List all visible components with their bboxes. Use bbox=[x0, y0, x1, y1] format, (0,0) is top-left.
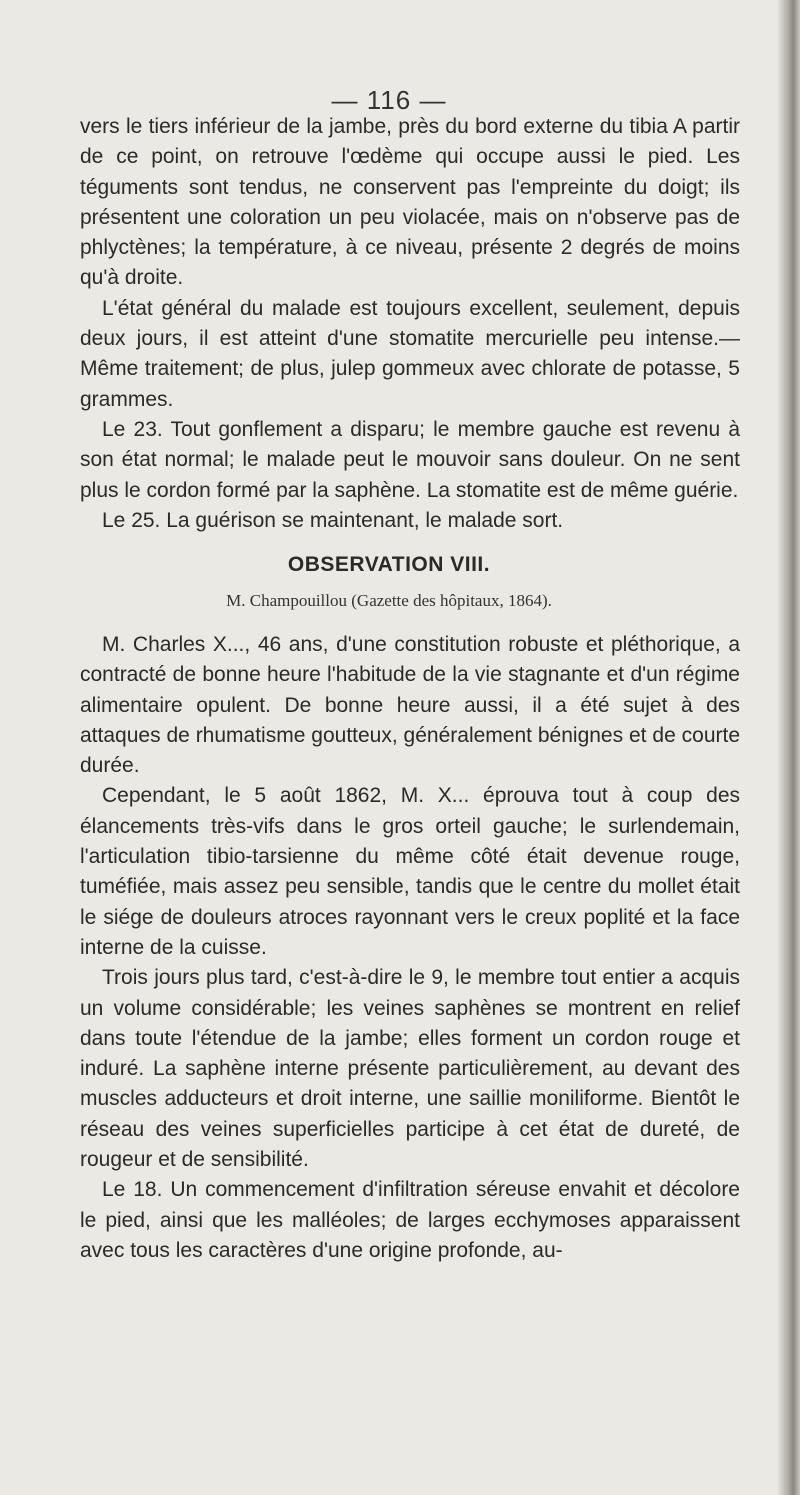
paragraph: Le 18. Un commencement d'infiltration séreuse envahit et décolore le pied, ainsi que les malléoles; de larges ecchymoses apparaissent avec tous les caractères d'une origine profonde, au- bbox=[80, 1178, 740, 1262]
observation-source: M. Champouillou (Gazette des hôpitaux, 1864). bbox=[226, 591, 552, 610]
continuation-paragraph: vers le tiers inférieur de la jambe, près du bord externe du tibia A partir de ce point, on retrouve l'œdème qui occupe aussi le pied. Les téguments sont tendus, ne conservent pas l'empreinte du doigt; ils présentent une coloration un peu violacée, mais on n'observe pas de phlyctènes; la température, à ce niveau, présente 2 degrés de moins qu'à droite. bbox=[80, 115, 740, 290]
text-block-top bbox=[80, 112, 740, 536]
page-edge-shadow bbox=[778, 0, 800, 1495]
page-number: — 116 — bbox=[331, 85, 447, 115]
paragraph: Trois jours plus tard, c'est-à-dire le 9, le membre tout entier a acquis un volume considérable; les veines saphènes se montrent en relief dans toute l'étendue de la jambe; elles forment un cordon rouge et induré. La saphène interne présente particulièrement, au devant des muscles adducteurs et droit interne, une saillie moniliforme. Bientôt le réseau des veines superficielles participe à cet état de dureté, de rougeur et de sensibilité. bbox=[80, 966, 740, 1172]
paragraph: Le 23. Tout gonflement a disparu; le membre gauche est revenu à son état normal; le malade peut le mouvoir sans douleur. On ne sent plus le cordon formé par la saphène. La stomatite est de même guérie. bbox=[80, 417, 740, 502]
paragraph: M. Charles X..., 46 ans, d'une constitution robuste et pléthorique, a contracté de bonne heure l'habitude de la vie stagnante et d'un régime alimentaire opulent. De bonne heure aussi, il a été sujet à des attaques de rhumatisme goutteux, généralement bénignes et de courte durée. bbox=[80, 633, 740, 778]
text-block-bottom bbox=[80, 630, 740, 1266]
observation-heading: OBSERVATION VIII. bbox=[287, 553, 491, 576]
paragraph: Le 25. La guérison se maintenant, le malade sort. bbox=[102, 508, 564, 532]
paragraph: Cependant, le 5 août 1862, M. X... éprouva tout à coup des élancements très-vifs dans le gros orteil gauche; le surlendemain, l'articulation tibio-tarsienne du même côté était devenue rouge, tuméfiée, mais assez peu sensible, tandis que le centre du mollet était le siége de douleurs atroces rayonnant vers le creux poplité et la face interne de la cuisse. bbox=[80, 784, 740, 959]
paragraph: L'état général du malade est toujours excellent, seulement, depuis deux jours, il est atteint d'une stomatite mercurielle peu intense.—Même traitement; de plus, julep gommeux avec chlorate de potasse, 5 grammes. bbox=[80, 296, 740, 411]
